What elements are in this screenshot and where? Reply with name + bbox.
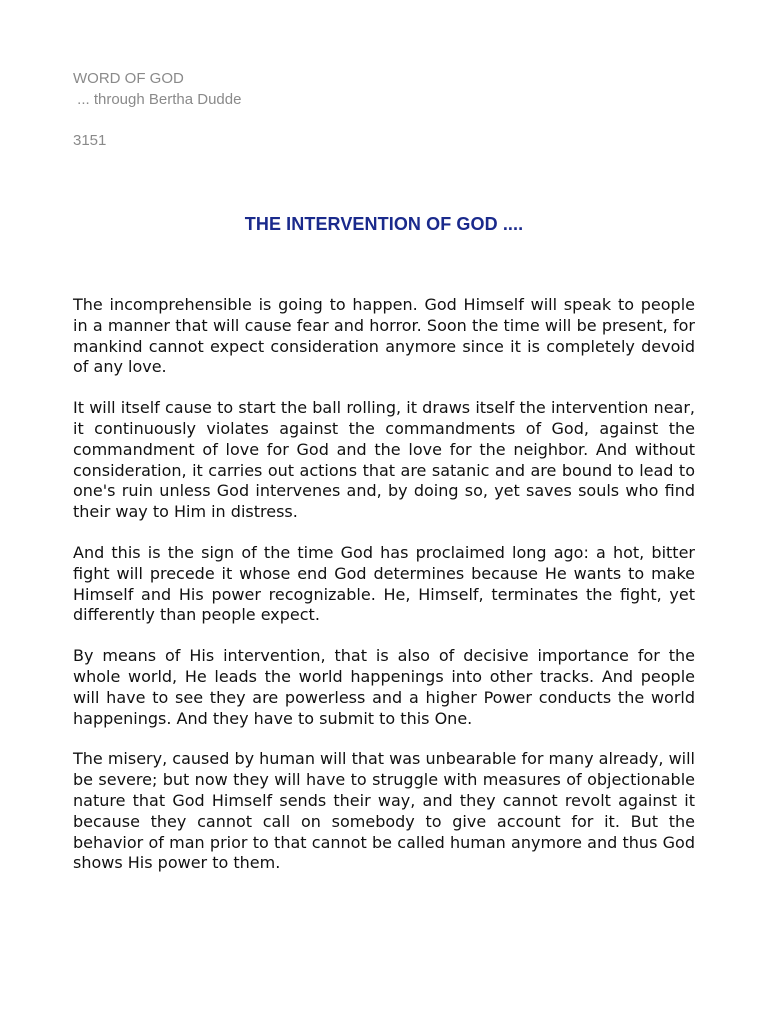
source-label: WORD OF GOD [73, 70, 184, 87]
author-label: ... through Bertha Dudde [73, 91, 242, 108]
paragraph: The incomprehensible is going to happen. God Himself will speak to people in a manner that will cause fear and horror. Soon the time will be present, for mankind cannot expect consideration anymore since it is completely devoid of any love. [73, 295, 695, 377]
document-body [73, 295, 695, 874]
paragraph: The misery, caused by human will that was unbearable for many already, will be severe; but now they will have to struggle with measures of objectionable nature that God Himself sends their way, and they cannot revolt against it because they cannot call on somebody to give account for it. But the behavior of man prior to that cannot be called human anymore and thus God shows His power to them. [73, 749, 695, 873]
document-page [73, 68, 695, 894]
paragraph: By means of His intervention, that is also of decisive importance for the whole world, He leads the world happenings into other tracks. And people will have to see they are powerless and a higher Power conducts the world happenings. And they have to submit to this One. [73, 646, 695, 728]
message-number: 3151 [73, 132, 107, 149]
paragraph: It will itself cause to start the ball rolling, it draws itself the intervention near, it continuously violates against the commandments of God, against the commandment of love for God and the love for the neighbor. And without consideration, it carries out actions that are satanic and are bound to lead to one's ruin unless God intervenes and, by doing so, yet saves souls who find their way to Him in distress. [73, 398, 695, 522]
page-title: THE INTERVENTION OF GOD .... [244, 214, 524, 234]
paragraph: And this is the sign of the time God has proclaimed long ago: a hot, bitter fight will precede it whose end God determines because He wants to make Himself and His power recognizable. He, Himself, terminates the fight, yet differently than people expect. [73, 542, 695, 625]
